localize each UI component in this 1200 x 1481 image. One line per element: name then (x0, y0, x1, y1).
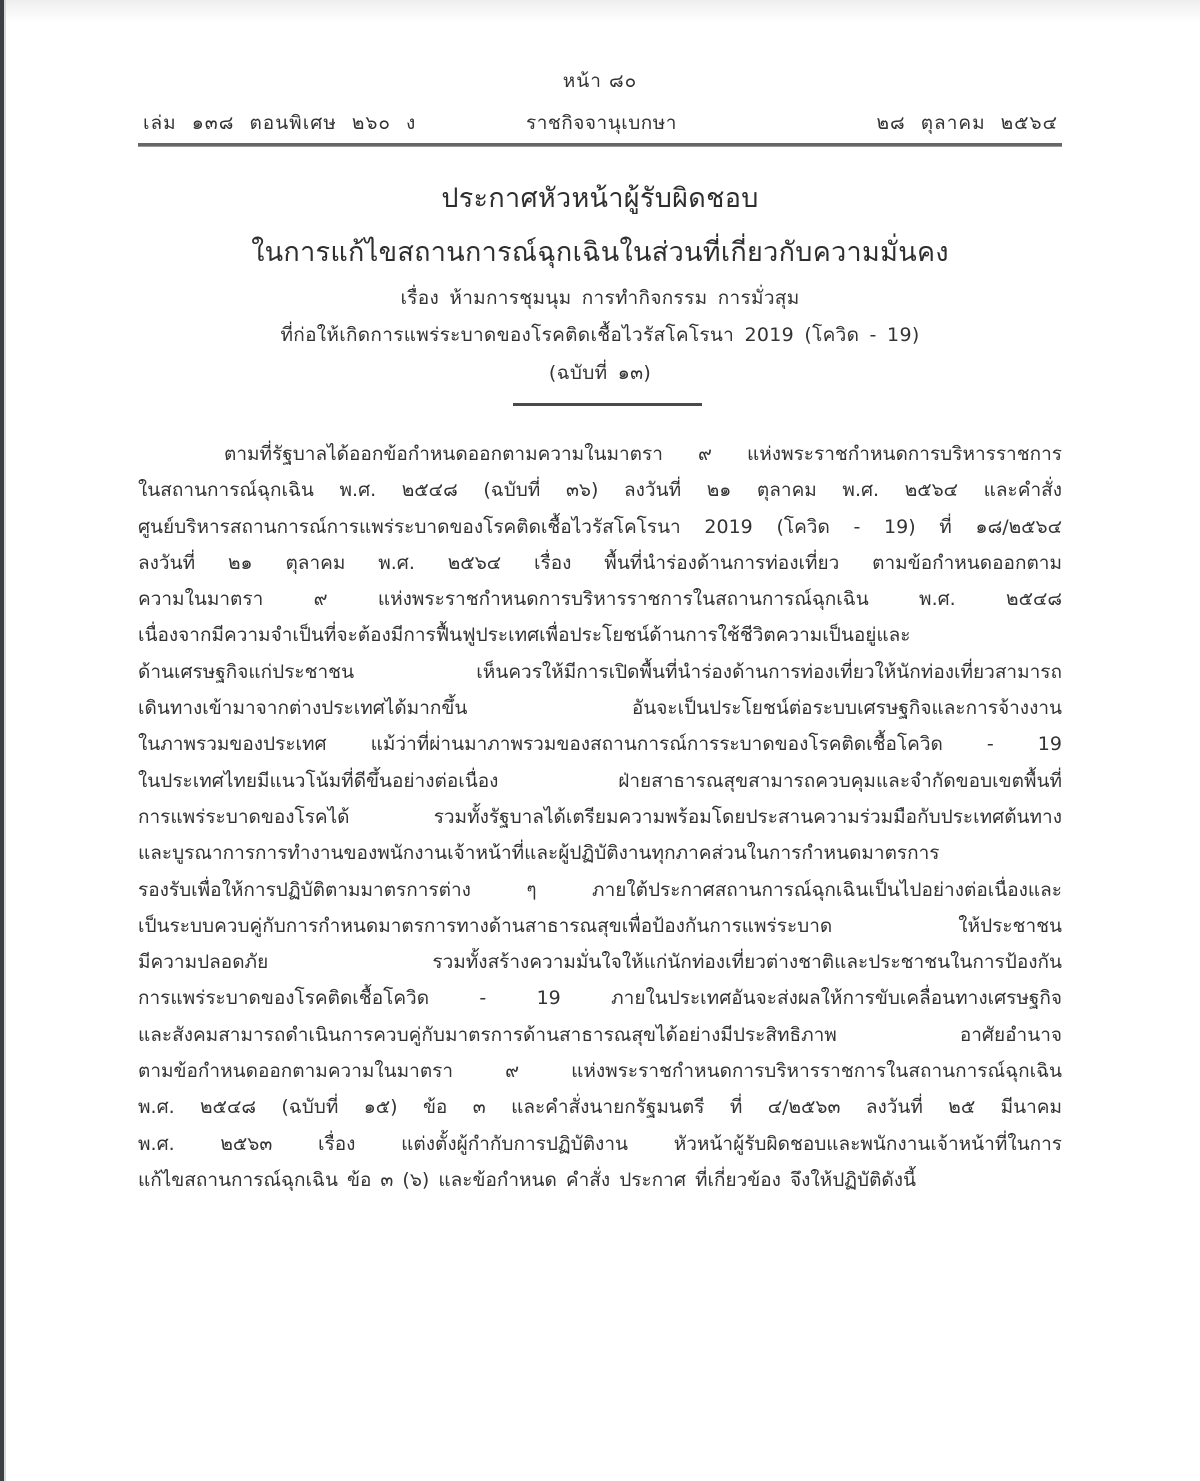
document-page (138, 0, 1062, 1481)
subject-line: เรื่อง ห้ามการชุมนุม การทำกิจกรรม การมั่วสุม (400, 287, 800, 309)
body-line: ด้านเศรษฐกิจแก่ประชาชน เห็นควรให้มีการเปิดพื้นที่นำร่องด้านการท่องเที่ยวให้นักท่องเที่ยวสามารถ (138, 660, 1062, 683)
body-line: และบูรณาการการทำงานของพนักงานเจ้าหน้าที่และผู้ปฏิบัติงานทุกภาคส่วนในการกำหนดมาตรการ (138, 842, 940, 865)
body-line: เนื่องจากมีความจำเป็นที่จะต้องมีการฟื้นฟูประเทศเพื่อประโยชน์ด้านการใช้ชีวิตความเป็นอยู่และ (138, 624, 911, 647)
body-line: พ.ศ. ๒๕๔๘ (ฉบับที่ ๑๕) ข้อ ๓ และคำสั่งนายกรัฐมนตรี ที่ ๔/๒๕๖๓ ลงวันที่ ๒๕ มีนาคม (138, 1096, 1062, 1119)
edition-number: (ฉบับที่ ๑๓) (548, 362, 652, 384)
body-line: เดินทางเข้ามาจากต่างประเทศได้มากขึ้น อันจะเป็นประโยชน์ต่อระบบเศรษฐกิจและการจ้างงาน (138, 697, 1062, 720)
body-line: ตามข้อกำหนดออกตามความในมาตรา ๙ แห่งพระราชกำหนดการบริหารราชการในสถานการณ์ฉุกเฉิน (138, 1060, 1062, 1083)
body-line: ในประเทศไทยมีแนวโน้มที่ดีขึ้นอย่างต่อเนื่อง ฝ่ายสาธารณสุขสามารถควบคุมและจำกัดขอบเขตพื้นที่ (138, 769, 1062, 792)
body-line: ตามที่รัฐบาลได้ออกข้อกำหนดออกตามความในมาตรา ๙ แห่งพระราชกำหนดการบริหารราชการ (224, 443, 1062, 465)
body-line: รองรับเพื่อให้การปฏิบัติตามมาตรการต่าง ๆ ภายใต้ประกาศสถานการณ์ฉุกเฉินเป็นไปอย่างต่อเนื่องและ (138, 878, 1062, 901)
body-line: และสังคมสามารถดำเนินการควบคู่กับมาตรการด้านสาธารณสุขได้อย่างมีประสิทธิภาพ อาศัยอำนาจ (138, 1023, 1062, 1046)
body-line: ศูนย์บริหารสถานการณ์การแพร่ระบาดของโรคติดเชื้อไวรัสโคโรนา 2019 (โควิด - 19) ที่ ๑๘/๒๕๖๔ (138, 515, 1062, 538)
body-line: ในภาพรวมของประเทศ แม้ว่าที่ผ่านมาภาพรวมของสถานการณ์การระบาดของโรคติดเชื้อโควิด - 19 (138, 733, 1062, 756)
body-line: การแพร่ระบาดของโรคได้ รวมทั้งรัฐบาลได้เตรียมความพร้อมโดยประสานความร่วมมือกับประเทศต้นทาง (138, 805, 1062, 828)
body-line: เป็นระบบควบคู่กับการกำหนดมาตรการทางด้านสาธารณสุขเพื่อป้องกันการแพร่ระบาด ให้ประชาชน (138, 914, 1062, 937)
publication-name: ราชกิจจานุเบกษา (526, 112, 677, 134)
volume-issue: เล่ม ๑๓๘ ตอนพิเศษ ๒๖๐ ง (143, 112, 417, 134)
header-rule (138, 143, 1062, 147)
viewer-edge-highlight (4, 0, 6, 1481)
body-line: ในสถานการณ์ฉุกเฉิน พ.ศ. ๒๕๔๘ (ฉบับที่ ๓๖) ลงวันที่ ๒๑ ตุลาคม พ.ศ. ๒๕๖๔ และคำสั่ง (138, 479, 1062, 502)
announcement-title-line-1: ประกาศหัวหน้าผู้รับผิดชอบ (441, 183, 759, 214)
body-line: การแพร่ระบาดของโรคติดเชื้อโควิด - 19 ภายในประเทศอันจะส่งผลให้การขับเคลื่อนทางเศรษฐกิจ (138, 987, 1062, 1010)
subject-line-continued: ที่ก่อให้เกิดการแพร่ระบาดของโรคติดเชื้อไวรัสโคโรนา 2019 (โควิด - 19) (280, 324, 920, 346)
body-line: มีความปลอดภัย รวมทั้งสร้างความมั่นใจให้แก่นักท่องเที่ยวต่างชาติและประชาชนในการป้องกัน (138, 951, 1062, 974)
page-number: หน้า ๘๐ (562, 70, 638, 92)
publication-date: ๒๘ ตุลาคม ๒๕๖๔ (876, 112, 1058, 134)
body-line: พ.ศ. ๒๕๖๓ เรื่อง แต่งตั้งผู้กำกับการปฏิบัติงาน หัวหน้าผู้รับผิดชอบและพนักงานเจ้าหน้าที่ในการ (138, 1132, 1062, 1155)
title-divider (513, 403, 702, 406)
body-line: ความในมาตรา ๙ แห่งพระราชกำหนดการบริหารราชการในสถานการณ์ฉุกเฉิน พ.ศ. ๒๕๔๘ (138, 588, 1062, 611)
announcement-title-line-2: ในการแก้ไขสถานการณ์ฉุกเฉินในส่วนที่เกี่ยวกับความมั่นคง (251, 237, 949, 268)
body-line: ลงวันที่ ๒๑ ตุลาคม พ.ศ. ๒๕๖๔ เรื่อง พื้นที่นำร่องด้านการท่องเที่ยว ตามข้อกำหนดออกตาม (138, 551, 1062, 574)
gazette-header (138, 108, 1062, 138)
body-paragraph (138, 436, 1062, 1198)
body-line: แก้ไขสถานการณ์ฉุกเฉิน ข้อ ๓ (๖) และข้อกำหนด คำสั่ง ประกาศ ที่เกี่ยวข้อง จึงให้ปฏิบัติดังนี้ (138, 1168, 917, 1191)
